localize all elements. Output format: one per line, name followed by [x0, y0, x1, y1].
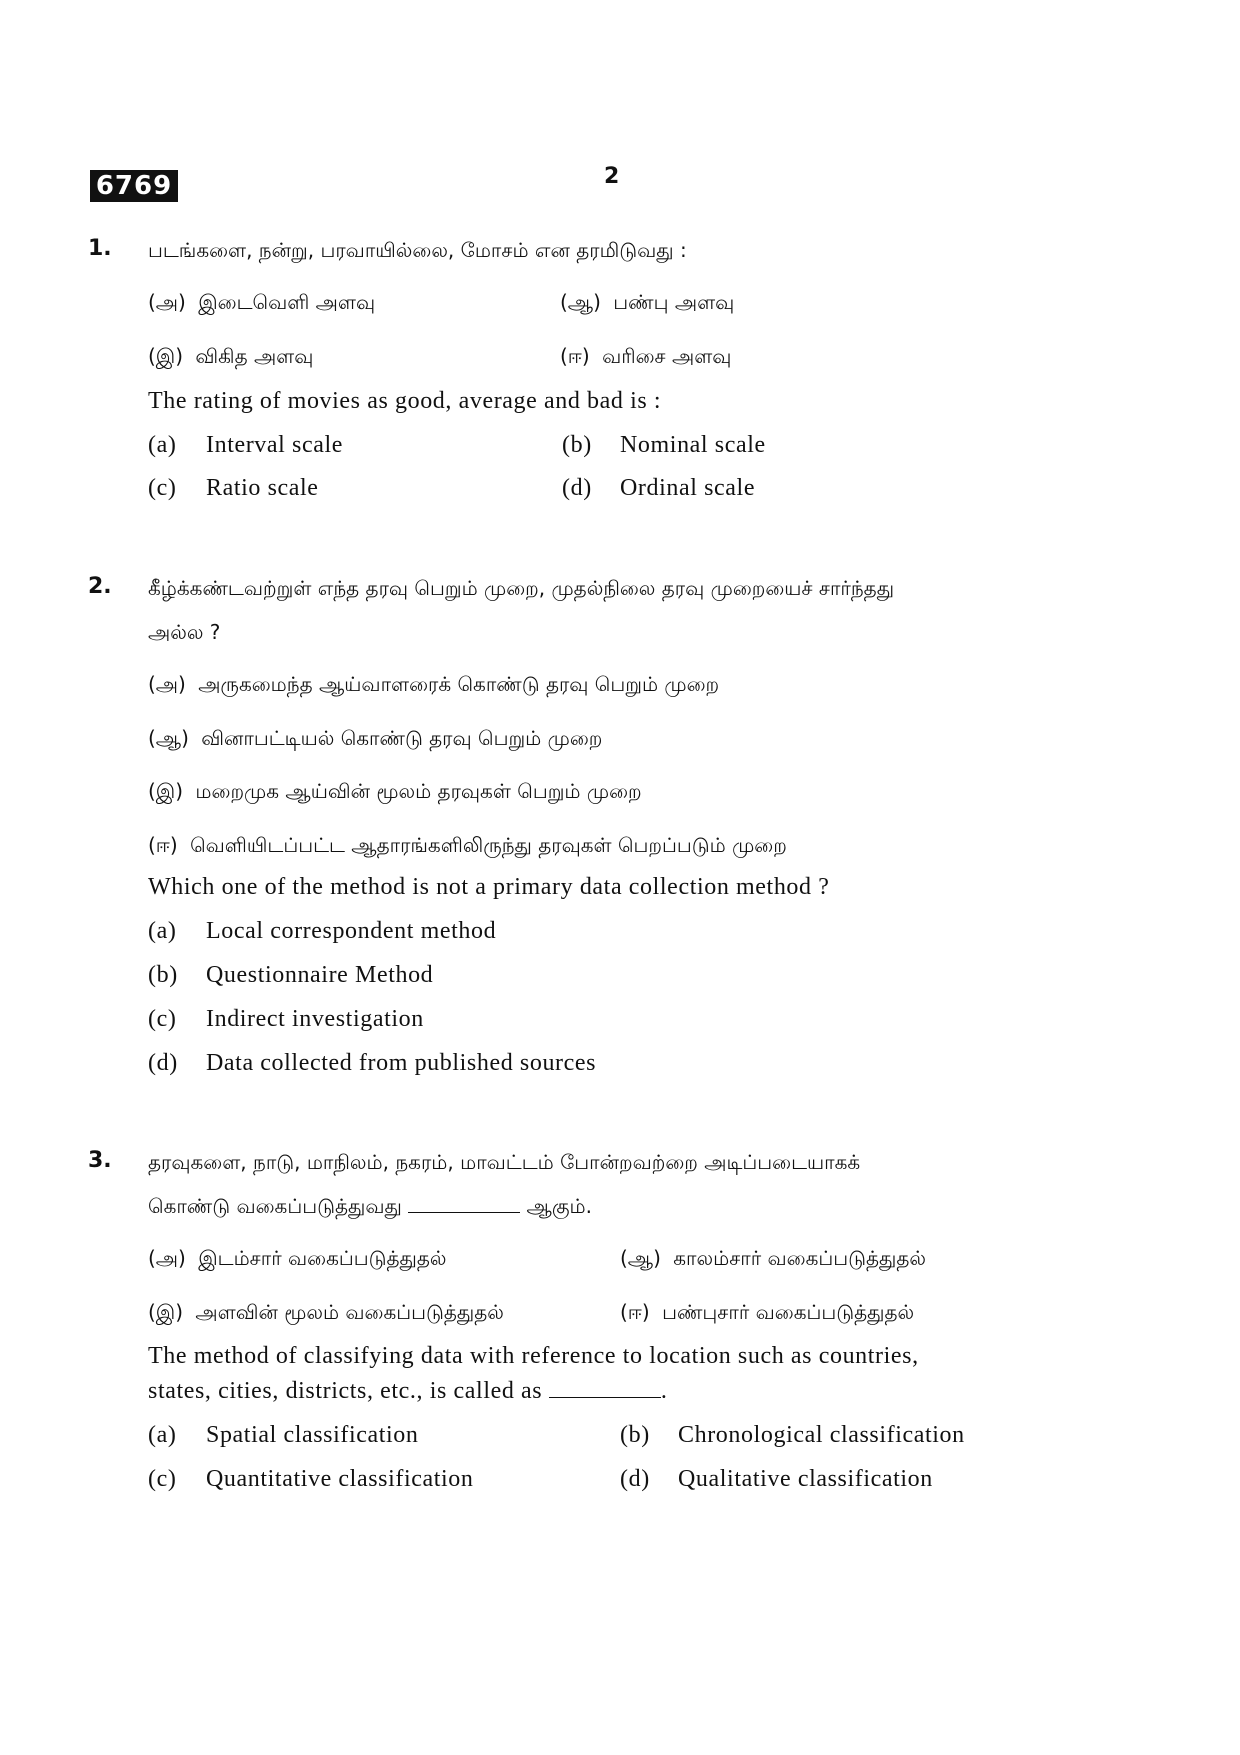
- option-label: (அ): [148, 290, 186, 314]
- option-text: Ratio scale: [206, 475, 319, 501]
- english-question: The rating of movies as good, average and bad is :: [148, 388, 662, 414]
- option-text: காலம்சார் வகைப்படுத்துதல்: [673, 1246, 927, 1270]
- option-text: Questionnaire Method: [206, 962, 434, 988]
- page-number: 2: [604, 164, 620, 189]
- option-text: அளவின் மூலம் வகைப்படுத்துதல்: [195, 1300, 504, 1324]
- option-text: Data collected from published sources: [206, 1050, 597, 1076]
- option-label: (b): [148, 962, 178, 988]
- option-text: மறைமுக ஆய்வின் மூலம் தரவுகள் பெறும் முறை: [195, 779, 642, 803]
- english-option-a: [148, 918, 496, 945]
- option-text: அருகமைந்த ஆய்வாளரைக் கொண்டு தரவு பெறும் முறை: [198, 672, 720, 696]
- tamil-option-c: [148, 344, 313, 371]
- option-label: (ஆ): [148, 726, 189, 750]
- option-text: Interval scale: [206, 432, 343, 458]
- paper-code-badge: 6769: [90, 170, 178, 202]
- option-label: (ஈ): [148, 833, 178, 857]
- tamil-question-line-2: அல்ல ?: [148, 620, 221, 644]
- english-option-d: [148, 1050, 596, 1077]
- option-label: (ஆ): [620, 1246, 661, 1270]
- option-label: (ஆ): [560, 290, 601, 314]
- option-text: வெளியிடப்பட்ட ஆதாரங்களிலிருந்து தரவுகள் பெறப்படும் முறை: [190, 833, 787, 857]
- english-option-c: [148, 1466, 473, 1493]
- tamil-question-line-2: [148, 1194, 592, 1221]
- option-label: (ஈ): [560, 344, 590, 368]
- option-text: வரிசை அளவு: [602, 344, 732, 368]
- option-label: (d): [148, 1050, 178, 1076]
- option-label: (இ): [148, 779, 184, 803]
- option-label: (c): [148, 1466, 177, 1492]
- english-option-a: [148, 432, 343, 459]
- tamil-option-b: [560, 290, 734, 317]
- option-label: (d): [620, 1466, 650, 1492]
- english-question-line-1: The method of classifying data with reference to location such as countries,: [148, 1343, 919, 1369]
- tamil-option-a: [148, 1246, 446, 1273]
- option-text: Quantitative classification: [206, 1466, 474, 1492]
- english-option-b: [562, 432, 766, 459]
- tamil-option-a: [148, 290, 375, 317]
- option-text: Ordinal scale: [620, 475, 756, 501]
- option-text: விகித அளவு: [195, 344, 314, 368]
- option-label: (a): [148, 918, 177, 944]
- tamil-option-c: [148, 779, 642, 806]
- option-label: (இ): [148, 344, 184, 368]
- option-text: பண்புசார் வகைப்படுத்துதல்: [662, 1300, 915, 1324]
- tamil-option-c: [148, 1300, 504, 1327]
- option-label: (a): [148, 432, 177, 458]
- tamil-question-line-1: தரவுகளை, நாடு, மாநிலம், நகரம், மாவட்டம் போன்றவற்றை அடிப்படையாகக்: [148, 1150, 861, 1174]
- question-text: கொண்டு வகைப்படுத்துவது: [148, 1194, 402, 1218]
- option-label: (a): [148, 1422, 177, 1448]
- option-text: Local correspondent method: [206, 918, 497, 944]
- answer-blank: [549, 1381, 661, 1398]
- question-number: 2.: [88, 574, 112, 599]
- english-option-b: [620, 1422, 965, 1449]
- tamil-option-d: [148, 833, 787, 860]
- option-label: (அ): [148, 1246, 186, 1270]
- option-text: வினாபட்டியல் கொண்டு தரவு பெறும் முறை: [201, 726, 603, 750]
- answer-blank: [408, 1196, 520, 1213]
- english-option-d: [562, 475, 755, 502]
- option-label: (c): [148, 475, 177, 501]
- tamil-option-a: [148, 672, 719, 699]
- english-option-c: [148, 475, 319, 502]
- option-text: Chronological classification: [678, 1422, 965, 1448]
- option-label: (d): [562, 475, 592, 501]
- option-text: Qualitative classification: [678, 1466, 933, 1492]
- question-text: ஆகும்.: [526, 1194, 592, 1218]
- question-text: states, cities, districts, etc., is called as: [148, 1378, 543, 1404]
- option-text: Nominal scale: [620, 432, 766, 458]
- tamil-option-d: [560, 344, 731, 371]
- option-text: இடைவெளி அளவு: [198, 290, 376, 314]
- option-text: இடம்சார் வகைப்படுத்துதல்: [198, 1246, 447, 1270]
- option-label: (b): [562, 432, 592, 458]
- english-option-d: [620, 1466, 933, 1493]
- english-question-line-2: [148, 1378, 667, 1405]
- english-question: Which one of the method is not a primary data collection method ?: [148, 874, 830, 900]
- tamil-option-b: [620, 1246, 926, 1273]
- english-option-b: [148, 962, 433, 989]
- option-label: (அ): [148, 672, 186, 696]
- option-label: (b): [620, 1422, 650, 1448]
- tamil-option-b: [148, 726, 602, 753]
- option-text: பண்பு அளவு: [613, 290, 735, 314]
- option-text: Indirect investigation: [206, 1006, 424, 1032]
- tamil-question-line-1: கீழ்க்கண்டவற்றுள் எந்த தரவு பெறும் முறை, முதல்நிலை தரவு முறையைச் சார்ந்தது: [148, 576, 895, 600]
- option-label: (c): [148, 1006, 177, 1032]
- option-label: (ஈ): [620, 1300, 650, 1324]
- english-option-c: [148, 1006, 424, 1033]
- question-number: 3.: [88, 1148, 112, 1173]
- tamil-question: படங்களை, நன்று, பரவாயில்லை, மோசம் என தரமிடுவது :: [148, 238, 687, 262]
- option-text: Spatial classification: [206, 1422, 419, 1448]
- question-number: 1.: [88, 236, 112, 261]
- english-option-a: [148, 1422, 418, 1449]
- question-text: .: [660, 1378, 668, 1404]
- tamil-option-d: [620, 1300, 914, 1327]
- option-label: (இ): [148, 1300, 184, 1324]
